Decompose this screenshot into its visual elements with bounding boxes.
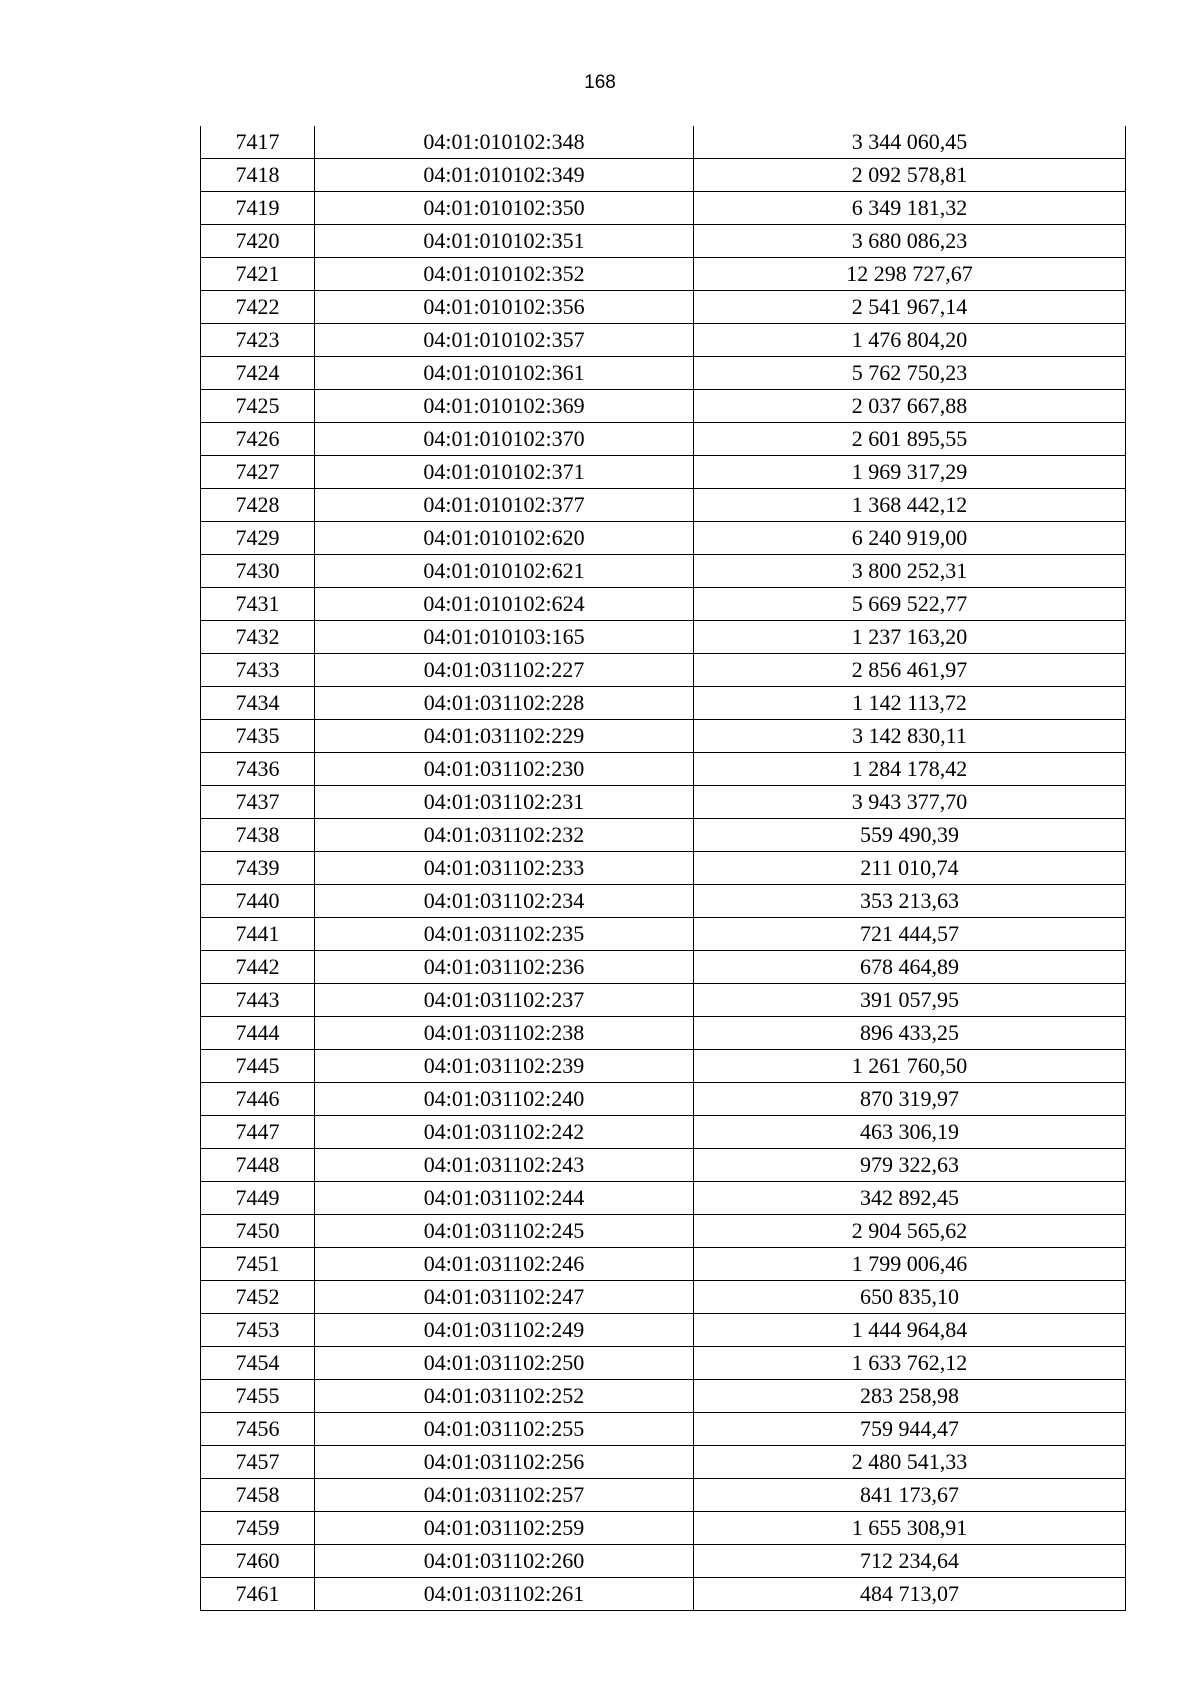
cadastral-value-cell: 283 258,98: [694, 1380, 1126, 1413]
cadastral-number-cell: 04:01:010102:620: [315, 522, 694, 555]
cadastral-number-cell: 04:01:031102:250: [315, 1347, 694, 1380]
table-row: [201, 258, 1126, 291]
table-row: [201, 951, 1126, 984]
cadastral-number-cell: 04:01:031102:231: [315, 786, 694, 819]
row-number-cell: 7426: [201, 423, 315, 456]
row-number-cell: 7429: [201, 522, 315, 555]
table-row: [201, 489, 1126, 522]
row-number-cell: 7447: [201, 1116, 315, 1149]
table-row: [201, 1215, 1126, 1248]
cadastral-value-cell: 650 835,10: [694, 1281, 1126, 1314]
row-number-cell: 7445: [201, 1050, 315, 1083]
cadastral-value-cell: 1 633 762,12: [694, 1347, 1126, 1380]
row-number-cell: 7422: [201, 291, 315, 324]
cadastral-value-cell: 1 368 442,12: [694, 489, 1126, 522]
cadastral-number-cell: 04:01:031102:228: [315, 687, 694, 720]
table-row: [201, 192, 1126, 225]
cadastral-number-cell: 04:01:010102:624: [315, 588, 694, 621]
table-row: [201, 1281, 1126, 1314]
cadastral-number-cell: 04:01:010102:351: [315, 225, 694, 258]
table-row: [201, 984, 1126, 1017]
row-number-cell: 7423: [201, 324, 315, 357]
cadastral-value-cell: 6 240 919,00: [694, 522, 1126, 555]
row-number-cell: 7435: [201, 720, 315, 753]
cadastral-value-cell: 896 433,25: [694, 1017, 1126, 1050]
table-row: [201, 291, 1126, 324]
table-row: [201, 819, 1126, 852]
row-number-cell: 7453: [201, 1314, 315, 1347]
table-row: [201, 852, 1126, 885]
table-row: [201, 1446, 1126, 1479]
cadastral-value-cell: 1 655 308,91: [694, 1512, 1126, 1545]
cadastral-value-cell: 1 237 163,20: [694, 621, 1126, 654]
table-row: [201, 885, 1126, 918]
table-row: [201, 126, 1126, 159]
row-number-cell: 7444: [201, 1017, 315, 1050]
table-row: [201, 390, 1126, 423]
cadastral-value-cell: 2 037 667,88: [694, 390, 1126, 423]
row-number-cell: 7436: [201, 753, 315, 786]
cadastral-number-cell: 04:01:031102:227: [315, 654, 694, 687]
row-number-cell: 7442: [201, 951, 315, 984]
cadastral-number-cell: 04:01:031102:246: [315, 1248, 694, 1281]
table-row: [201, 1083, 1126, 1116]
cadastral-value-cell: 12 298 727,67: [694, 258, 1126, 291]
cadastral-value-cell: 2 480 541,33: [694, 1446, 1126, 1479]
table-row: [201, 456, 1126, 489]
cadastral-value-cell: 841 173,67: [694, 1479, 1126, 1512]
cadastral-number-cell: 04:01:031102:261: [315, 1578, 694, 1611]
cadastral-value-cell: 1 476 804,20: [694, 324, 1126, 357]
cadastral-number-cell: 04:01:031102:256: [315, 1446, 694, 1479]
row-number-cell: 7459: [201, 1512, 315, 1545]
table-row: [201, 522, 1126, 555]
cadastral-number-cell: 04:01:031102:236: [315, 951, 694, 984]
cadastral-value-cell: 1 142 113,72: [694, 687, 1126, 720]
row-number-cell: 7440: [201, 885, 315, 918]
cadastral-value-cell: 870 319,97: [694, 1083, 1126, 1116]
cadastral-value-cell: 1 969 317,29: [694, 456, 1126, 489]
table-row: [201, 720, 1126, 753]
row-number-cell: 7428: [201, 489, 315, 522]
cadastral-value-cell: 2 092 578,81: [694, 159, 1126, 192]
cadastral-number-cell: 04:01:031102:229: [315, 720, 694, 753]
table-row: [201, 1413, 1126, 1446]
table-row: [201, 753, 1126, 786]
row-number-cell: 7452: [201, 1281, 315, 1314]
table-row: [201, 654, 1126, 687]
cadastral-number-cell: 04:01:031102:238: [315, 1017, 694, 1050]
table-row: [201, 159, 1126, 192]
cadastral-value-cell: 2 541 967,14: [694, 291, 1126, 324]
cadastral-value-cell: 3 680 086,23: [694, 225, 1126, 258]
cadastral-value-cell: 484 713,07: [694, 1578, 1126, 1611]
row-number-cell: 7451: [201, 1248, 315, 1281]
cadastral-number-cell: 04:01:010102:349: [315, 159, 694, 192]
table-row: [201, 1182, 1126, 1215]
cadastral-value-table: [200, 126, 1126, 1611]
cadastral-number-cell: 04:01:010102:357: [315, 324, 694, 357]
row-number-cell: 7431: [201, 588, 315, 621]
cadastral-number-cell: 04:01:031102:260: [315, 1545, 694, 1578]
table-row: [201, 1314, 1126, 1347]
cadastral-number-cell: 04:01:031102:257: [315, 1479, 694, 1512]
row-number-cell: 7419: [201, 192, 315, 225]
row-number-cell: 7448: [201, 1149, 315, 1182]
cadastral-number-cell: 04:01:010102:352: [315, 258, 694, 291]
cadastral-number-cell: 04:01:031102:249: [315, 1314, 694, 1347]
table-row: [201, 687, 1126, 720]
cadastral-value-cell: 2 856 461,97: [694, 654, 1126, 687]
cadastral-number-cell: 04:01:031102:245: [315, 1215, 694, 1248]
table-row: [201, 1248, 1126, 1281]
cadastral-value-cell: 2 904 565,62: [694, 1215, 1126, 1248]
row-number-cell: 7449: [201, 1182, 315, 1215]
table-row: [201, 423, 1126, 456]
cadastral-value-cell: 1 261 760,50: [694, 1050, 1126, 1083]
row-number-cell: 7432: [201, 621, 315, 654]
table-row: [201, 918, 1126, 951]
cadastral-number-cell: 04:01:010102:369: [315, 390, 694, 423]
table-row: [201, 1116, 1126, 1149]
cadastral-value-cell: 1 799 006,46: [694, 1248, 1126, 1281]
table-row: [201, 1017, 1126, 1050]
cadastral-value-cell: 391 057,95: [694, 984, 1126, 1017]
cadastral-number-cell: 04:01:031102:237: [315, 984, 694, 1017]
cadastral-value-cell: 3 943 377,70: [694, 786, 1126, 819]
row-number-cell: 7443: [201, 984, 315, 1017]
row-number-cell: 7456: [201, 1413, 315, 1446]
table-row: [201, 1545, 1126, 1578]
cadastral-number-cell: 04:01:031102:239: [315, 1050, 694, 1083]
row-number-cell: 7433: [201, 654, 315, 687]
table-row: [201, 1512, 1126, 1545]
row-number-cell: 7425: [201, 390, 315, 423]
row-number-cell: 7439: [201, 852, 315, 885]
row-number-cell: 7455: [201, 1380, 315, 1413]
cadastral-number-cell: 04:01:010102:377: [315, 489, 694, 522]
page-number: 168: [584, 72, 616, 93]
table-row: [201, 1347, 1126, 1380]
cadastral-number-cell: 04:01:031102:234: [315, 885, 694, 918]
cadastral-number-cell: 04:01:010103:165: [315, 621, 694, 654]
cadastral-number-cell: 04:01:010102:361: [315, 357, 694, 390]
row-number-cell: 7421: [201, 258, 315, 291]
row-number-cell: 7418: [201, 159, 315, 192]
cadastral-number-cell: 04:01:031102:243: [315, 1149, 694, 1182]
cadastral-number-cell: 04:01:010102:356: [315, 291, 694, 324]
row-number-cell: 7437: [201, 786, 315, 819]
cadastral-value-cell: 721 444,57: [694, 918, 1126, 951]
row-number-cell: 7457: [201, 1446, 315, 1479]
table-row: [201, 786, 1126, 819]
table-body: [201, 126, 1126, 1611]
cadastral-number-cell: 04:01:010102:370: [315, 423, 694, 456]
cadastral-number-cell: 04:01:031102:242: [315, 1116, 694, 1149]
table-row: [201, 357, 1126, 390]
cadastral-value-cell: 463 306,19: [694, 1116, 1126, 1149]
table-row: [201, 225, 1126, 258]
cadastral-number-cell: 04:01:031102:240: [315, 1083, 694, 1116]
row-number-cell: 7461: [201, 1578, 315, 1611]
cadastral-value-cell: 678 464,89: [694, 951, 1126, 984]
cadastral-number-cell: 04:01:031102:233: [315, 852, 694, 885]
cadastral-value-cell: 712 234,64: [694, 1545, 1126, 1578]
table-row: [201, 621, 1126, 654]
table-row: [201, 588, 1126, 621]
table-row: [201, 324, 1126, 357]
row-number-cell: 7446: [201, 1083, 315, 1116]
cadastral-number-cell: 04:01:031102:259: [315, 1512, 694, 1545]
cadastral-value-cell: 5 762 750,23: [694, 357, 1126, 390]
cadastral-value-cell: 353 213,63: [694, 885, 1126, 918]
row-number-cell: 7450: [201, 1215, 315, 1248]
cadastral-number-cell: 04:01:031102:255: [315, 1413, 694, 1446]
table-row: [201, 1380, 1126, 1413]
cadastral-value-cell: 759 944,47: [694, 1413, 1126, 1446]
row-number-cell: 7427: [201, 456, 315, 489]
row-number-cell: 7434: [201, 687, 315, 720]
cadastral-number-cell: 04:01:010102:350: [315, 192, 694, 225]
table-row: [201, 1479, 1126, 1512]
cadastral-value-cell: 211 010,74: [694, 852, 1126, 885]
cadastral-value-cell: 1 444 964,84: [694, 1314, 1126, 1347]
row-number-cell: 7454: [201, 1347, 315, 1380]
cadastral-value-cell: 1 284 178,42: [694, 753, 1126, 786]
cadastral-value-cell: 979 322,63: [694, 1149, 1126, 1182]
row-number-cell: 7420: [201, 225, 315, 258]
cadastral-number-cell: 04:01:031102:230: [315, 753, 694, 786]
row-number-cell: 7458: [201, 1479, 315, 1512]
row-number-cell: 7438: [201, 819, 315, 852]
cadastral-value-cell: 3 142 830,11: [694, 720, 1126, 753]
cadastral-number-cell: 04:01:031102:232: [315, 819, 694, 852]
cadastral-value-cell: 5 669 522,77: [694, 588, 1126, 621]
row-number-cell: 7430: [201, 555, 315, 588]
cadastral-number-cell: 04:01:010102:348: [315, 126, 694, 159]
cadastral-number-cell: 04:01:031102:252: [315, 1380, 694, 1413]
table-row: [201, 1050, 1126, 1083]
row-number-cell: 7417: [201, 126, 315, 159]
cadastral-number-cell: 04:01:010102:621: [315, 555, 694, 588]
cadastral-number-cell: 04:01:010102:371: [315, 456, 694, 489]
cadastral-number-cell: 04:01:031102:235: [315, 918, 694, 951]
cadastral-value-cell: 559 490,39: [694, 819, 1126, 852]
cadastral-value-cell: 342 892,45: [694, 1182, 1126, 1215]
table-row: [201, 555, 1126, 588]
cadastral-value-cell: 2 601 895,55: [694, 423, 1126, 456]
row-number-cell: 7424: [201, 357, 315, 390]
cadastral-value-cell: 3 800 252,31: [694, 555, 1126, 588]
table-row: [201, 1149, 1126, 1182]
table-row: [201, 1578, 1126, 1611]
cadastral-number-cell: 04:01:031102:244: [315, 1182, 694, 1215]
cadastral-value-cell: 3 344 060,45: [694, 126, 1126, 159]
cadastral-value-cell: 6 349 181,32: [694, 192, 1126, 225]
row-number-cell: 7441: [201, 918, 315, 951]
row-number-cell: 7460: [201, 1545, 315, 1578]
cadastral-number-cell: 04:01:031102:247: [315, 1281, 694, 1314]
